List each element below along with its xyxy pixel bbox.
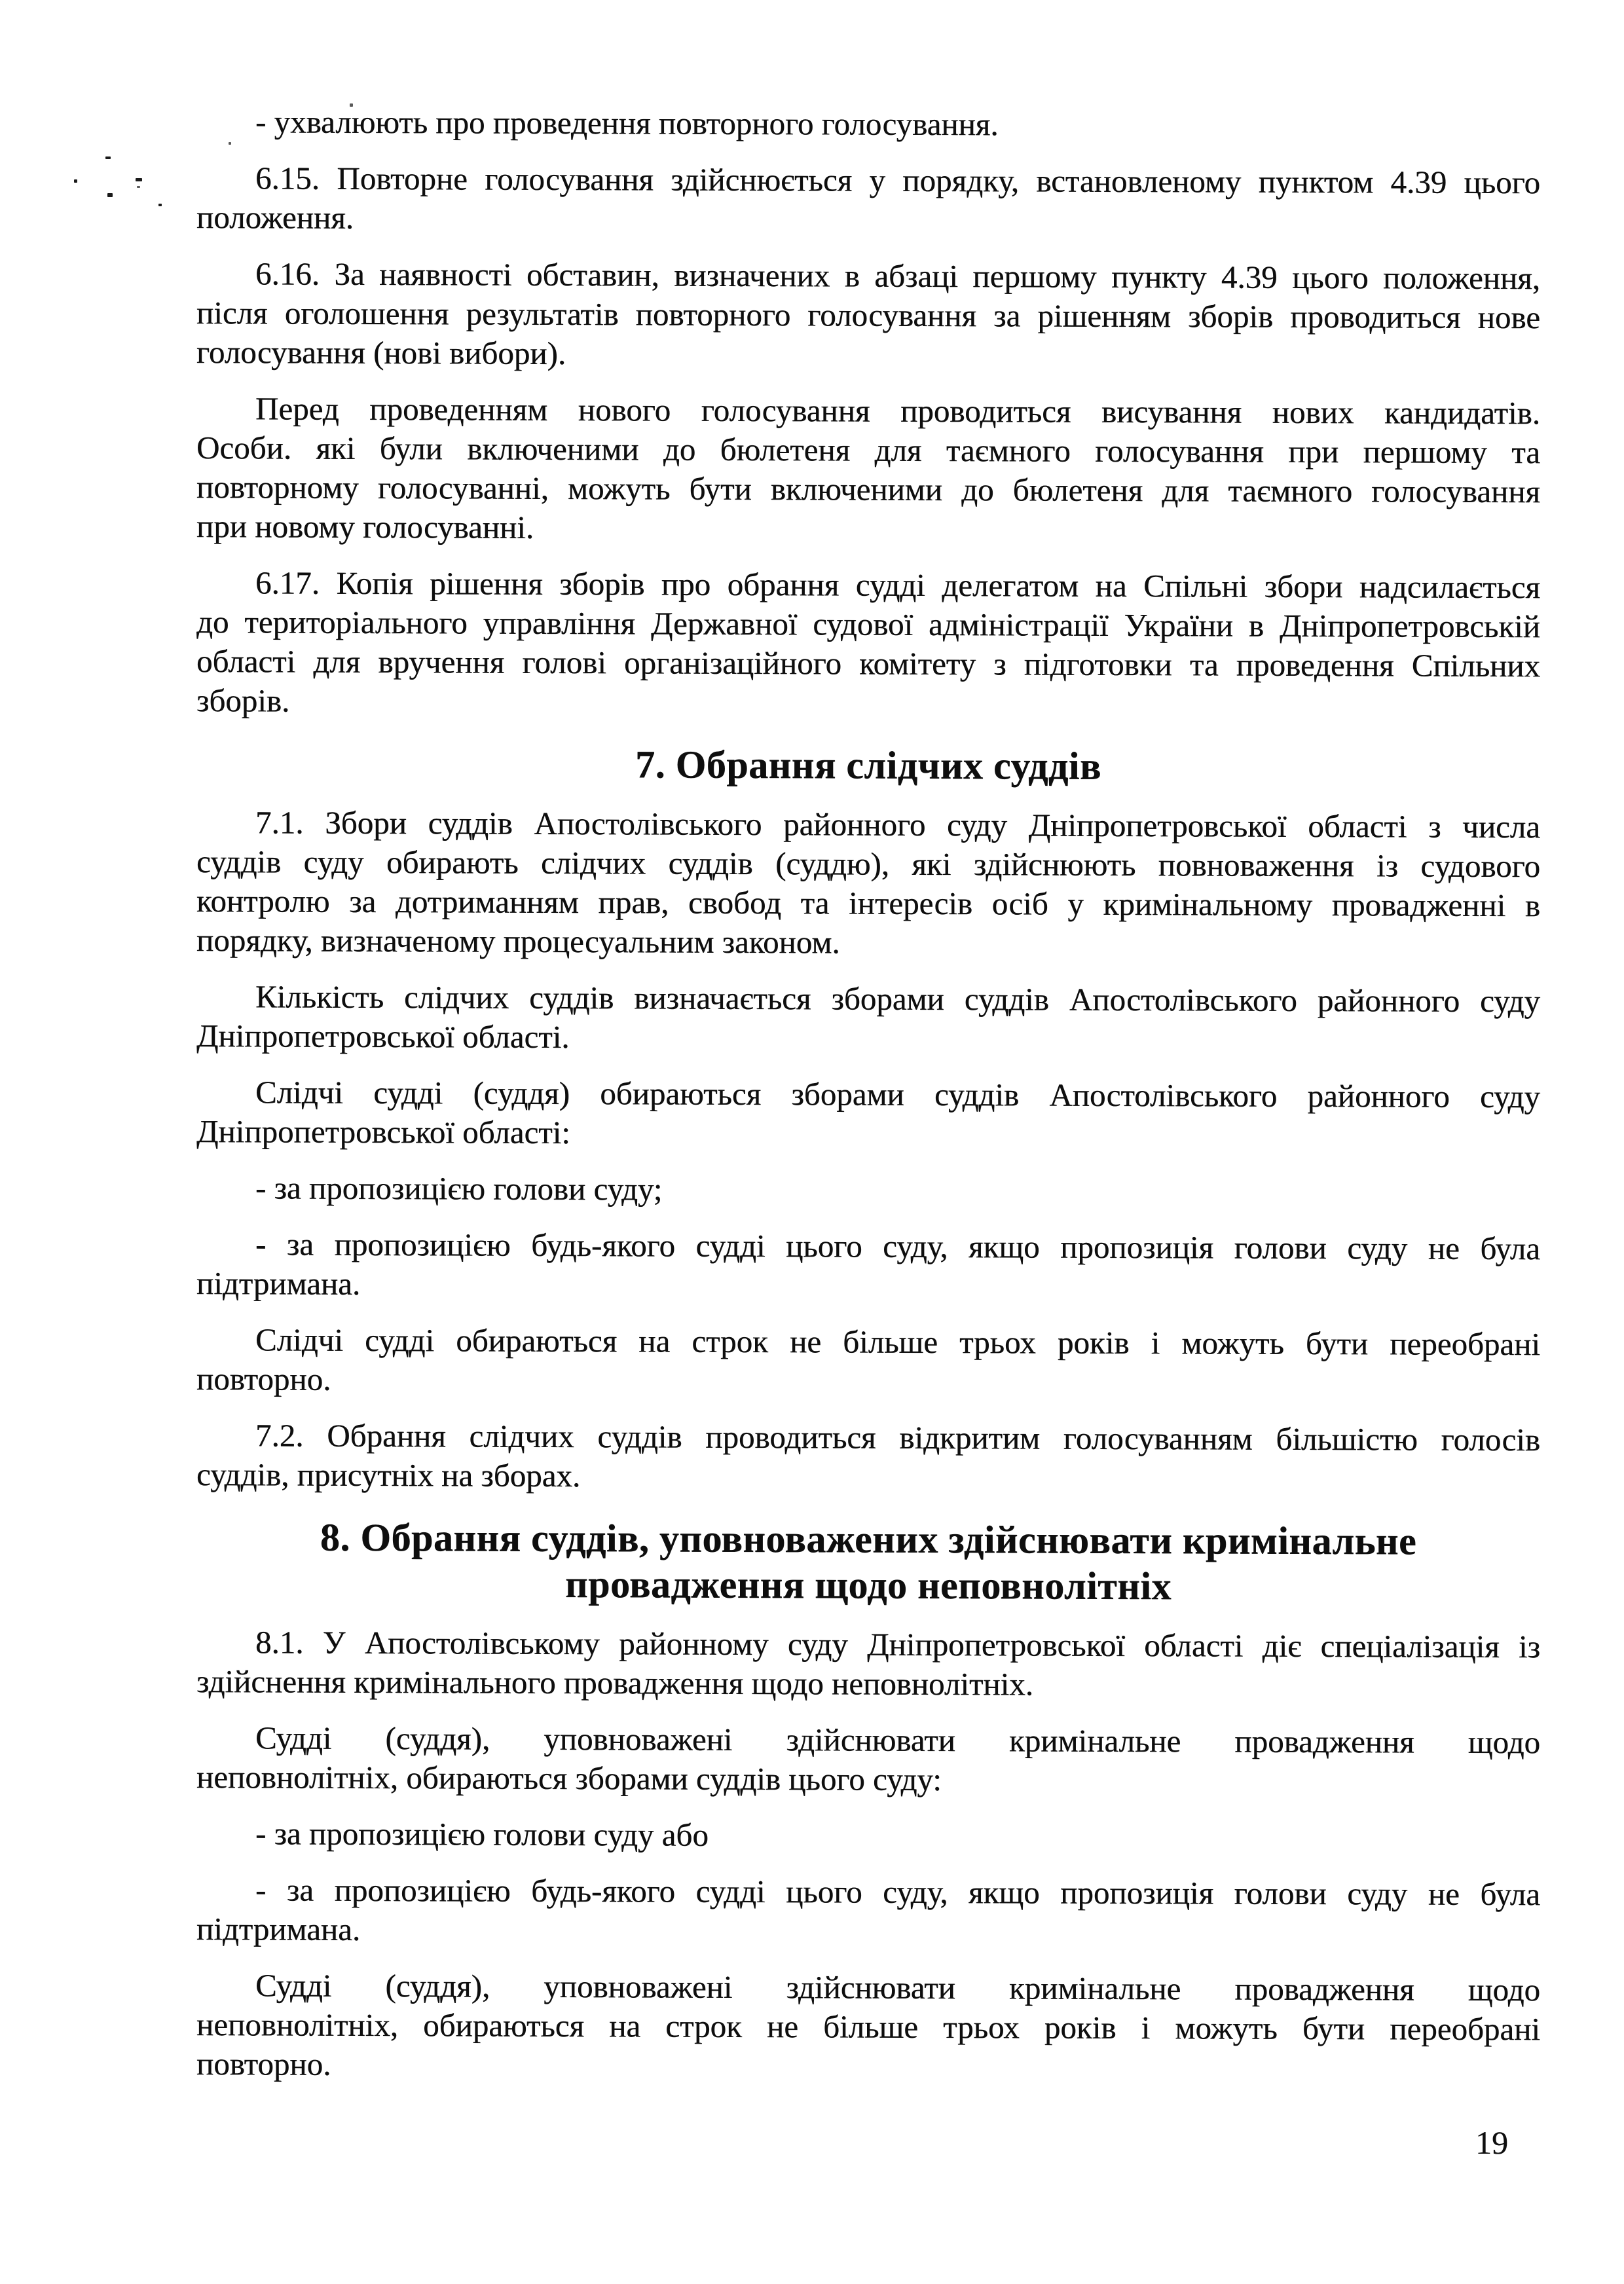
- paragraph-judges-count: Кількість слідчих суддів визначається зборами суддів Апостолівського районного суду Дніпропетровської області.: [196, 978, 1540, 1055]
- page-number: 19: [1475, 2124, 1508, 2161]
- list-item-head-proposal-2: - за пропозицією голови суду або: [255, 1815, 709, 1853]
- paragraph-term-three-years: Слідчі судді обираються на строк не більше трьох років і можуть бути переобрані повторно.: [196, 1321, 1540, 1397]
- section-heading-7: 7. Обрання слідчих суддів: [635, 743, 1101, 788]
- paragraph-7-2: 7.2. Обрання слідчих суддів проводиться відкритим голосуванням більшістю голосів суддів, присутніх на зборах.: [196, 1417, 1540, 1494]
- scan-speckle: [105, 157, 111, 159]
- section-heading-8: 8. Обрання суддів, уповноважених здійснювати кримінальне провадження щодо неповнолітніх: [320, 1515, 1417, 1608]
- scan-speckle: [136, 178, 142, 181]
- paragraph-6-16: 6.16. За наявності обставин, визначених в абзаці першому пункту 4.39 цього положення, після оголошення результатів повторного голосування за рішенням зборів проводиться нове голосування (нові вибори).: [196, 255, 1540, 371]
- scan-speckle: [107, 193, 113, 197]
- paragraph-8-1: 8.1. У Апостолівському районному суду Дніпропетровської області діє спеціалізація із здійснення кримінального провадження щодо неповнолітніх.: [196, 1624, 1540, 1703]
- list-item-any-judge-proposal: - за пропозицією будь-якого судді цього суду, якщо пропозиція голови суду не була підтримана.: [196, 1226, 1540, 1302]
- paragraph-new-vote-candidates: Перед проведенням нового голосування проводиться висування нових кандидатів. Особи. які були включеними до бюлетеня для таємного голосування при першому та повторному голосуванні, можуть бути включеними до бюлетеня для таємного голосування при новому голосуванні.: [196, 390, 1540, 545]
- scan-speckle: [137, 186, 140, 188]
- document-content: [196, 102, 1540, 2105]
- paragraph-6-17: 6.17. Копія рішення зборів про обрання судді делегатом на Спільні збори надсилається до територіального управління Державної судової адміністрації України в Дніпропетровській області для вручення голові організаційного комітету з підготовки та проведення Спільних зборів.: [196, 564, 1540, 719]
- list-item-head-proposal: - за пропозицією голови суду;: [255, 1170, 663, 1207]
- paragraph-authorized-judges: Судді (суддя), уповноважені здійснювати кримінальне провадження щодо неповнолітніх, обираються зборами суддів цього суду:: [196, 1720, 1540, 1797]
- paragraph-7-1: 7.1. Збори суддів Апостолівського районного суду Дніпропетровської області з числа суддів суду обирають слідчих суддів (суддю), які здійснюють повноваження із судового контролю за дотриманням прав, свобод та інтересів осіб у кримінальному провадженні в порядку, визначеному процесуальним законом.: [196, 804, 1540, 961]
- paragraph-repeat-vote-resolution: - ухвалюють про проведення повторного голосування.: [255, 103, 999, 143]
- paragraph-6-15: 6.15. Повторне голосування здійснюється у порядку, встановленому пунктом 4.39 цього положення.: [196, 160, 1540, 236]
- scan-speckle: [158, 204, 162, 206]
- paragraph-authorized-judges-term: Судді (суддя), уповноважені здійснювати кримінальне провадження щодо неповнолітніх, обираються на строк не більше трьох років і можуть бути переобрані повторно.: [196, 1967, 1540, 2082]
- paragraph-judges-elected-by: Слідчі судді (суддя) обираються зборами суддів Апостолівського районного суду Дніпропетровської області:: [196, 1074, 1540, 1151]
- scan-speckle: [74, 179, 77, 183]
- list-item-any-judge-proposal-2: - за пропозицією будь-якого судді цього суду, якщо пропозиція голови суду не була підтримана.: [196, 1871, 1540, 1947]
